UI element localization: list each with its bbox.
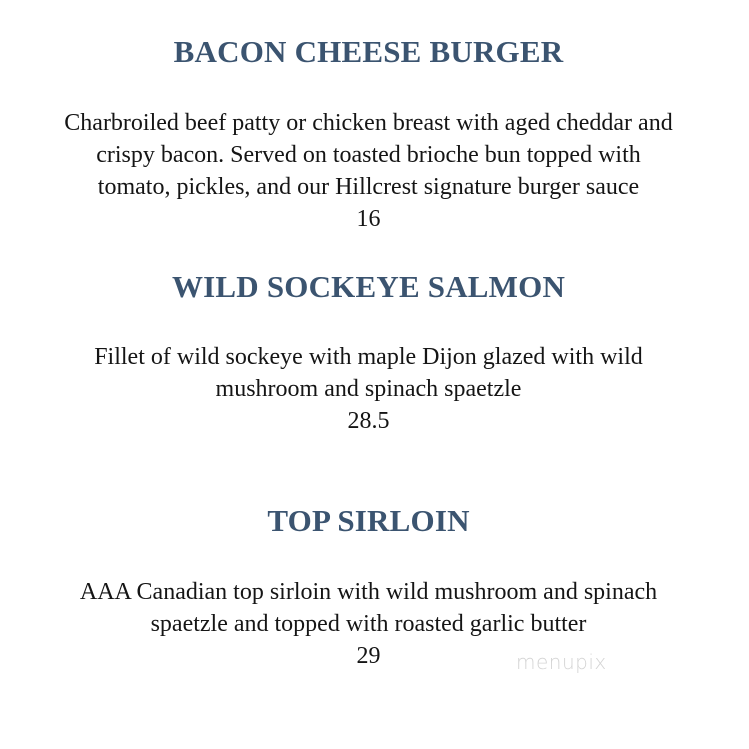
item-description-line: spaetzle and topped with roasted garlic butter: [150, 611, 587, 637]
item-price: 28.5: [347, 408, 390, 434]
item-description-line: crispy bacon. Served on toasted brioche bun topped with: [96, 142, 641, 168]
item-description-line: Fillet of wild sockeye with maple Dijon glazed with wild: [94, 344, 643, 370]
item-description-line: mushroom and spinach spaetzle: [215, 376, 522, 402]
watermark-logo: menupix: [516, 650, 607, 674]
item-title: TOP SIRLOIN: [267, 503, 470, 538]
item-description: [0, 576, 737, 640]
item-description-line: Charbroiled beef patty or chicken breast with aged cheddar and: [64, 110, 673, 136]
item-price: 16: [356, 206, 381, 232]
item-title: WILD SOCKEYE SALMON: [171, 269, 566, 304]
item-description: [0, 107, 737, 203]
item-description-line: AAA Canadian top sirloin with wild mushroom and spinach: [79, 579, 658, 605]
item-description-line: tomato, pickles, and our Hillcrest signature burger sauce: [97, 174, 640, 200]
item-title: BACON CHEESE BURGER: [173, 34, 564, 69]
item-description: [0, 341, 737, 405]
item-price: 29: [356, 643, 381, 669]
